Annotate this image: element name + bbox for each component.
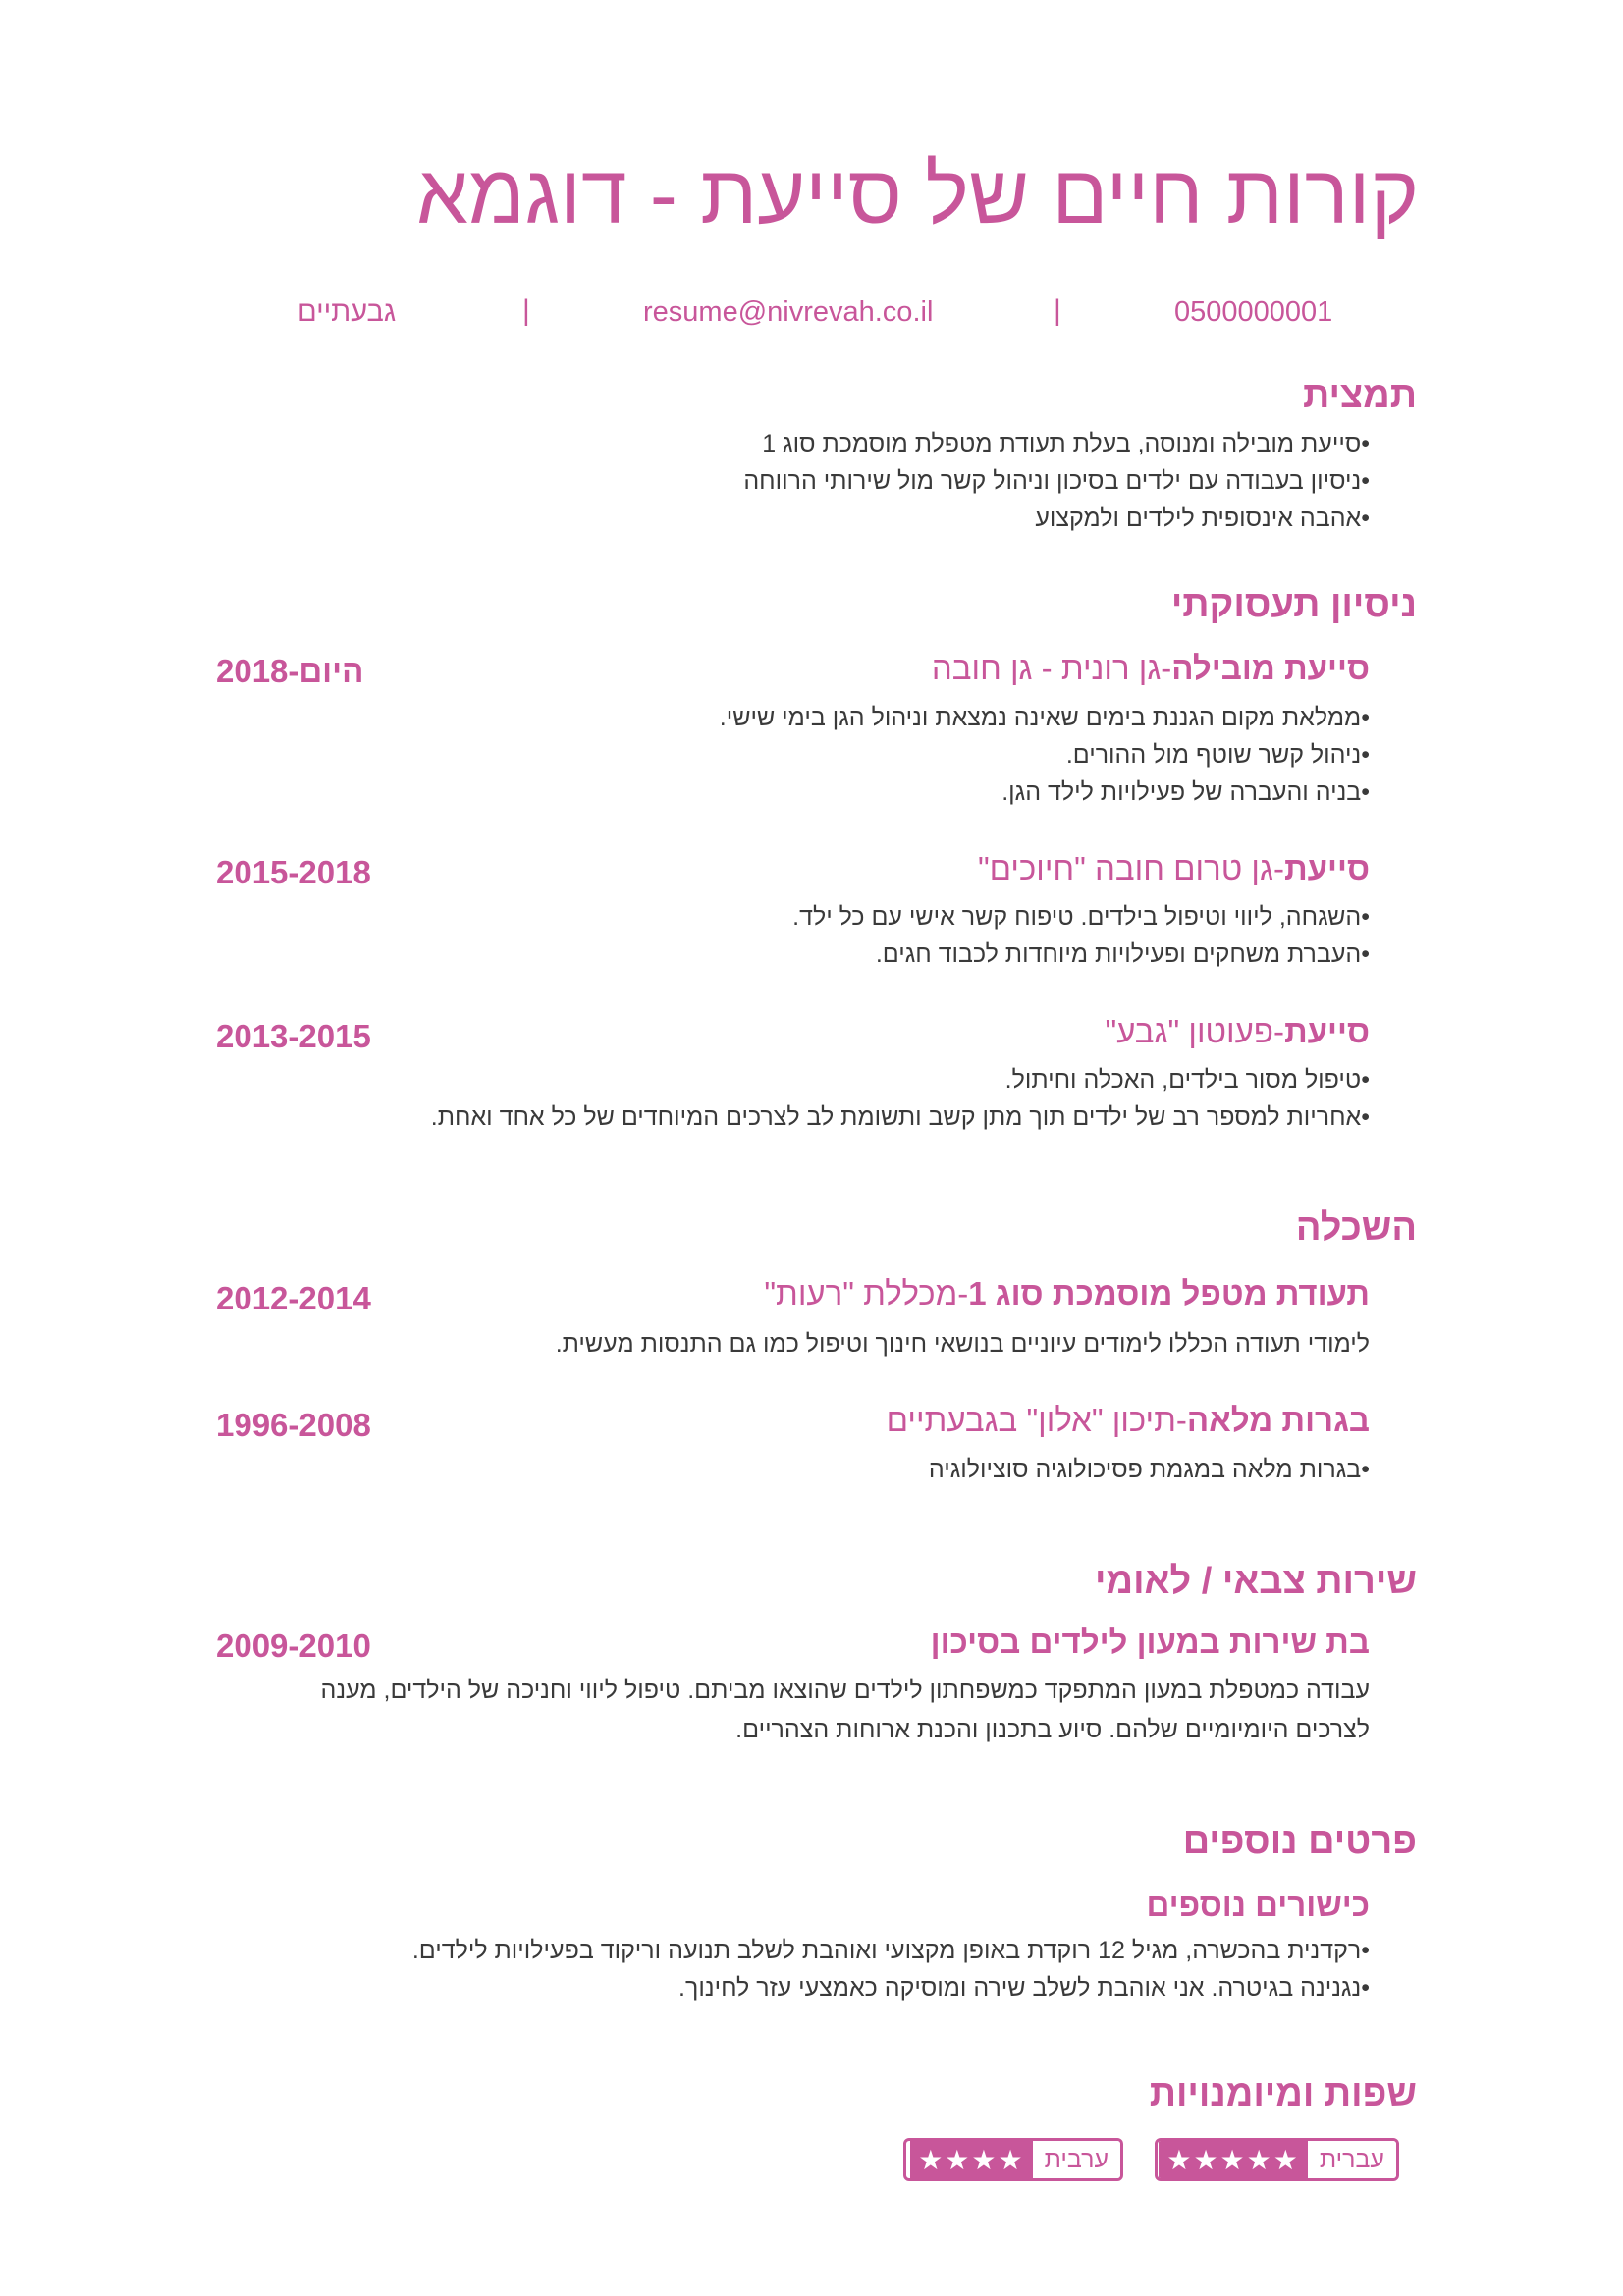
section-title-languages: שפות ומיומנויות	[1149, 2073, 1417, 2114]
phone-text: 0500000001	[1174, 296, 1333, 328]
job-bullets	[720, 699, 1370, 811]
city-text: גבעתיים	[298, 296, 397, 328]
job-dates: 2015-2018	[216, 854, 371, 890]
list-item: •טיפול מסור בילדים, האכלה וחיתול.	[1004, 1066, 1370, 1094]
list-item: •סייעת מובילה ומנוסה, בעלת תעודת מטפלת מוסמכת סוג 1	[762, 430, 1370, 457]
contact-separator: |	[1054, 294, 1061, 327]
section-title-summary: תמצית	[1303, 375, 1417, 416]
education-bullets	[556, 1325, 1370, 1362]
job-bullets	[792, 898, 1370, 973]
rating-stars-icon: ★★★★	[910, 2141, 1032, 2178]
education-degree: בגרות מלאה	[1186, 1402, 1370, 1438]
education-bullets	[929, 1451, 1370, 1488]
section-title-service: שירות צבאי / לאומי	[1095, 1561, 1417, 1602]
list-item: •בגרות מלאה במגמת פסיכולוגיה סוציולוגיה	[928, 1456, 1370, 1483]
list-item: •רקדנית בהכשרה, מגיל 12 רוקדת באופן מקצועי ואוהבת לשלב תנועה וריקוד בפעילויות לילדים.	[411, 1937, 1370, 1964]
education-dates: 1996-2008	[216, 1407, 371, 1443]
job-bullets	[431, 1061, 1370, 1136]
list-item: •ניהול קשר שוטף מול ההורים.	[1065, 741, 1370, 769]
summary-list	[743, 425, 1370, 537]
education-school: -תיכון "אלון" בגבעתיים	[886, 1402, 1187, 1438]
list-item: •ממלאת מקום הגננת בימים שאינה נמצאת וניהול הגן בימי שישי.	[719, 704, 1370, 731]
list-item: לימודי תעודה הכללו לימודים עיוניים בנושאי חינוך וטיפול כמו גם התנסות מעשית.	[555, 1330, 1370, 1358]
language-name: עברית	[1308, 2141, 1396, 2178]
job-role: סייעת	[1283, 1013, 1370, 1049]
additional-subtitle: כישורים נוספים	[1146, 1887, 1370, 1923]
service-dates: 2009-2010	[216, 1628, 371, 1664]
list-item: •העברת משחקים ופעילויות מיוחדות לכבוד חגים.	[875, 940, 1370, 968]
job-role: סייעת	[1283, 850, 1370, 886]
service-description: עבודה כמטפלת במעון המתפקד כמשפחתון לילדים שהוצאו מביתם. טיפול ליווי וחניכה של הילדים, מענה לצרכים היומיומיים שלהם. סיוע בתכנון והכנת ארוחות הצהריים.	[320, 1677, 1370, 1743]
job-heading	[1106, 1013, 1370, 1050]
list-item: •נגנינה בגיטרה. אני אוהבת לשלב שירה ומוסיקה כאמצעי עזר לחינוך.	[678, 1974, 1370, 2002]
education-school: -מכללת "רעות"	[764, 1275, 969, 1311]
list-item: •אחריות למספר רב של ילדים תוך מתן קשב ותשומת לב לצרכים המיוחדים של כל אחד ואחת.	[430, 1103, 1370, 1131]
section-title-experience: ניסיון תעסוקתי	[1170, 584, 1417, 625]
job-heading	[932, 650, 1370, 687]
education-heading	[887, 1402, 1370, 1439]
service-role: בת שירות במעון לילדים בסיכון	[930, 1624, 1370, 1660]
language-badge-hebrew	[1155, 2138, 1399, 2181]
contact-separator: |	[522, 294, 530, 327]
education-heading	[764, 1275, 1370, 1312]
job-place: -גן טרום חובה "חיוכים"	[977, 850, 1284, 886]
list-item: •השגחה, ליווי וטיפול בילדים. טיפוח קשר אישי עם כל ילד.	[792, 903, 1370, 931]
job-role: סייעת מובילה	[1171, 650, 1370, 686]
list-item: •בניה והעברה של פעילויות לילד הגן.	[1001, 778, 1370, 806]
list-item: •אהבה אינסופית לילדים ולמקצוע	[1035, 505, 1370, 532]
job-dates: 2018-היום	[216, 653, 364, 689]
section-title-education: השכלה	[1295, 1207, 1417, 1249]
page-title: קורות חיים של סייעת - דוגמא	[416, 148, 1419, 240]
job-place: -גן רונית - גן חובה	[931, 650, 1172, 686]
education-dates: 2012-2014	[216, 1280, 371, 1316]
language-badge-arabic	[903, 2138, 1123, 2181]
additional-bullets	[412, 1932, 1370, 2006]
education-degree: תעודת מטפל מוסמכת סוג 1	[968, 1275, 1370, 1311]
section-title-additional: פרטים נוספים	[1182, 1821, 1417, 1862]
email-link[interactable]: resume@nivrevah.co.il	[643, 296, 934, 328]
list-item: •ניסיון בעבודה עם ילדים בסיכון וניהול קשר מול שירותי הרווחה	[743, 467, 1370, 495]
language-name: ערבית	[1033, 2141, 1120, 2178]
job-place: -פעוטון "גבע"	[1105, 1013, 1284, 1049]
job-dates: 2013-2015	[216, 1018, 371, 1054]
rating-stars-icon: ★★★★★	[1159, 2141, 1308, 2178]
job-heading	[978, 850, 1370, 887]
